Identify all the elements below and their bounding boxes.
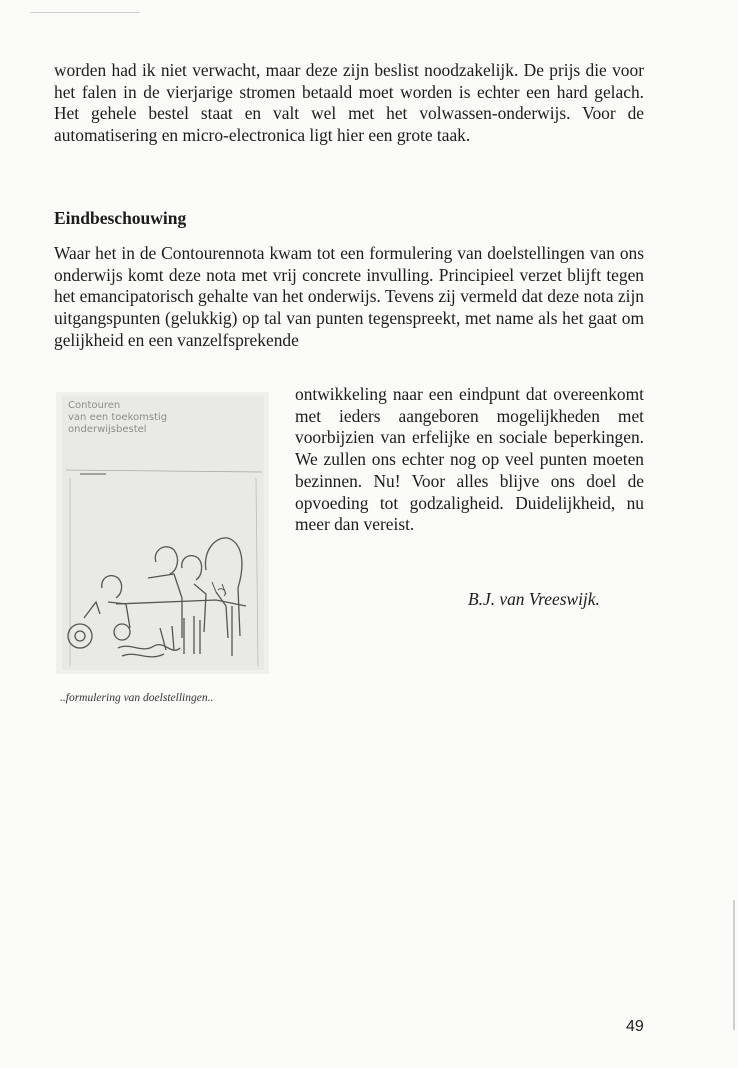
body-paragraph-2: Waar het in de Contourennota kwam tot een formulering van doelstellingen van ons onderwijs komt deze nota met vrij concrete invulling. Principieel verzet blijft tegen het emancipatorisch gehalte van het onderwijs. Tevens zij vermeld dat deze nota zijn uitgangspunten (gelukkig) op tal van punten tegenspreekt, met name als het gaat om gelijkheid en een vanzelfsprekende [54, 243, 644, 350]
cover-drawing [56, 392, 269, 674]
page-number: 49 [626, 1018, 644, 1035]
book-cover-illustration [56, 392, 269, 674]
author-signature: B.J. van Vreeswijk. [468, 589, 600, 609]
body-paragraph-1: worden had ik niet verwacht, maar deze zijn beslist noodzakelijk. De prijs die voor het falen in de vierjarige stromen betaald moet worden is echter een hard gelach. Het gehele bestel staat en valt wel met het volwassen-onderwijs. Voor de automatisering en micro-electronica ligt hier een grote taak. [54, 60, 644, 146]
page-edge-line [733, 900, 735, 1030]
cover-title: Contouren van een toekomstig onderwijsbestel [68, 400, 168, 435]
top-rule [30, 12, 140, 13]
section-heading: Eindbeschouwing [54, 208, 187, 228]
figure-caption: ..formulering van doelstellingen.. [60, 692, 214, 704]
body-paragraph-3: ontwikkeling naar een eindpunt dat overeenkomt met ieders aangeboren mogelijkheden met voorbijzien van erfelijke en sociale beperkingen. We zullen ons echter nog op veel punten moeten bezinnen. Nu! Voor alles blijve ons doel de opvoeding tot godzaligheid. Duidelijkheid, nu meer dan vereist. [295, 384, 644, 535]
